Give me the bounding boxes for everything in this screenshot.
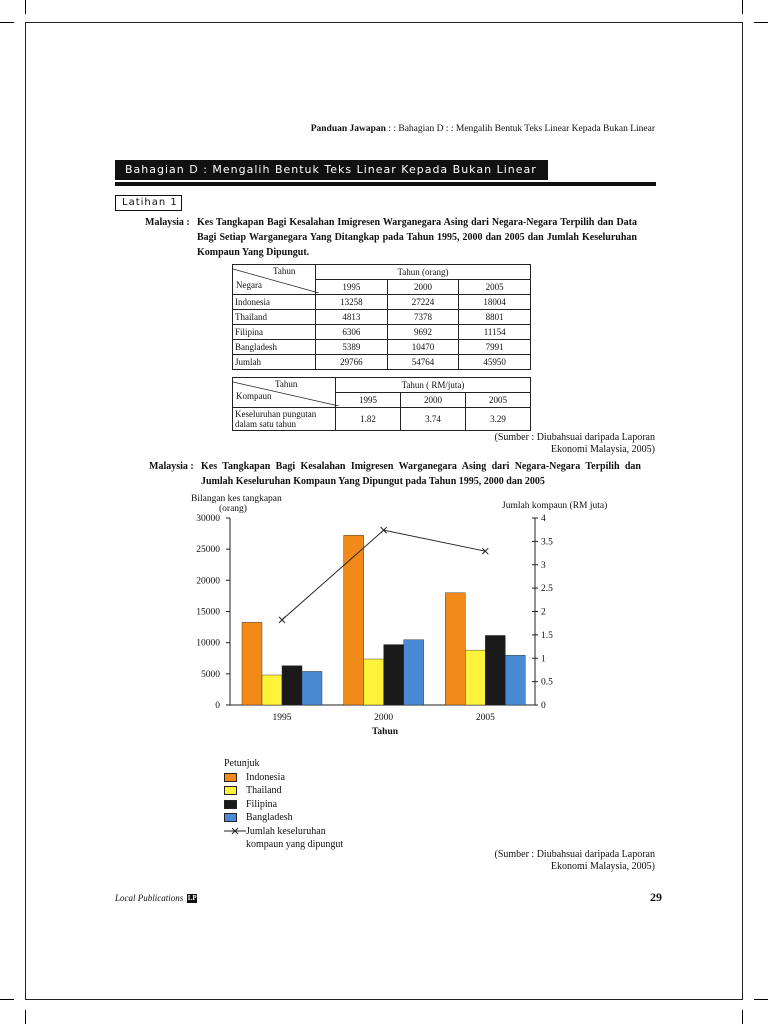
legend-swatch: [224, 800, 237, 809]
bar-bangladesh: [404, 640, 424, 705]
bar-indonesia: [242, 622, 262, 705]
x-tick-label: 2005: [475, 713, 495, 723]
running-header-rest: : : Bahagian D : : Mengalih Bentuk Teks Linear Kepada Bukan Linear: [388, 124, 655, 134]
caption-2: [149, 459, 644, 491]
crop-mark: [754, 22, 768, 23]
data-table-cases: [232, 264, 531, 370]
cell: 4813: [316, 310, 388, 325]
y-tick-label-right: 4: [541, 514, 546, 524]
legend-swatch: [224, 773, 237, 782]
y-tick-label-left: 25000: [196, 545, 220, 556]
legend-item: [224, 798, 424, 812]
table-1-corner-top: Tahun: [273, 266, 296, 276]
row-label: Jumlah: [233, 355, 316, 370]
cell: 10470: [387, 340, 459, 355]
table-1-corner-bottom: Negara: [236, 280, 262, 290]
table-2-corner-top: Tahun: [275, 379, 298, 389]
y-tick-label-right: 0: [541, 701, 546, 711]
y-tick-label-right: 1: [541, 654, 546, 665]
crop-mark: [0, 22, 14, 23]
y-tick-label-right: 3: [541, 560, 546, 571]
source-note-2: [494, 849, 655, 873]
source-note-line: Ekonomi Malaysia, 2005): [550, 444, 655, 455]
y-tick-label-left: 5000: [201, 669, 220, 680]
y-tick-label-left: 20000: [196, 576, 220, 587]
cell: 13258: [316, 295, 388, 310]
chart-legend: [224, 757, 424, 851]
row-label-line-1: Keseluruhan pungutan: [235, 409, 317, 419]
cell: 11154: [459, 325, 531, 340]
bar-thailand: [262, 675, 282, 705]
crop-mark: [0, 999, 14, 1000]
crop-mark: [742, 1010, 743, 1024]
cell: 29766: [316, 355, 388, 370]
bar-filipina: [384, 645, 404, 705]
table-1-group-header: Tahun (orang): [316, 265, 531, 280]
legend-label: Filipina: [246, 798, 278, 810]
line-point-kompaun: [279, 617, 285, 623]
bar-thailand: [465, 650, 485, 705]
crop-mark: [754, 999, 768, 1000]
running-header-bold: Panduan Jawapan: [310, 124, 386, 134]
caption-1: [145, 215, 640, 261]
bar-line-chart: [150, 490, 650, 755]
y-tick-label-right: 1.5: [541, 630, 553, 641]
line-marker-icon: [224, 826, 246, 836]
row-label: Filipina: [233, 325, 316, 340]
bar-filipina: [485, 635, 505, 705]
cell: 3.74: [401, 408, 466, 431]
table-row: [233, 295, 531, 310]
publisher-logo: LP: [187, 894, 197, 903]
table-2-corner-bottom: Kompaun: [236, 391, 272, 401]
y-axis-left-label-unit: (orang): [219, 504, 247, 514]
table-1-year: 2005: [459, 280, 531, 295]
table-1-corner: [233, 265, 316, 295]
legend-label: Bangladesh: [246, 812, 293, 823]
page-number: 29: [650, 890, 662, 904]
cell: 3.29: [466, 408, 531, 431]
cell: 54764: [387, 355, 459, 370]
legend-label: Indonesia: [246, 771, 285, 783]
section-title-bar: Bahagian D : Mengalih Bentuk Teks Linear Kepada Bukan Linear: [115, 160, 548, 180]
legend-items: [224, 771, 424, 825]
legend-swatch: [224, 813, 237, 822]
row-label: Indonesia: [233, 295, 316, 310]
table-2-year: 2005: [466, 393, 531, 408]
footer-publisher: [115, 893, 197, 903]
source-note-line: (Sumber : Diubahsuai daripada Laporan: [494, 432, 655, 443]
exercise-label: Latihan 1: [115, 195, 182, 211]
x-tick-label: 2000: [374, 713, 394, 723]
table-2-year: 1995: [336, 393, 401, 408]
cell: 7378: [387, 310, 459, 325]
section-underline: [115, 182, 656, 186]
caption-2-label: Malaysia :: [149, 461, 194, 472]
legend-label: Thailand: [246, 785, 282, 796]
y-tick-label-left: 0: [215, 701, 220, 711]
y-tick-label-right: 2.5: [541, 584, 553, 595]
table-row: [233, 355, 531, 370]
table-2-corner: [233, 378, 336, 408]
y-axis-right-label: Jumlah kompaun (RM juta): [502, 501, 608, 511]
bar-bangladesh: [302, 671, 322, 705]
x-tick-label: 1995: [272, 713, 292, 723]
legend-line-label: kompaun yang dipungut: [246, 838, 344, 850]
table-1-year: 1995: [316, 280, 388, 295]
y-tick-label-left: 10000: [196, 638, 220, 649]
crop-mark: [742, 0, 743, 14]
row-label: [233, 408, 336, 431]
cell: 9692: [387, 325, 459, 340]
bar-indonesia: [445, 593, 465, 705]
source-note-line: Ekonomi Malaysia, 2005): [550, 861, 655, 872]
cell: 1.82: [336, 408, 401, 431]
caption-1-text: Kes Tangkapan Bagi Kesalahan Imigresen Warganegara Asing dari Negara-Negara Terpilih dan Data Bagi Setiap Warganegara Yang Ditangkap pada Tahun 1995, 2000 dan 2005 dan Jumlah Keseluruhan Kompaun Yang Dipungut.: [197, 217, 637, 258]
table-row: [233, 340, 531, 355]
table-row: [233, 408, 531, 431]
cell: 5389: [316, 340, 388, 355]
y-tick-label-right: 0.5: [541, 677, 553, 688]
cell: 6306: [316, 325, 388, 340]
bar-filipina: [282, 666, 302, 705]
row-label: Thailand: [233, 310, 316, 325]
table-row: [233, 325, 531, 340]
publisher-name: Local Publications: [115, 893, 184, 903]
cell: 27224: [387, 295, 459, 310]
row-label-line-2: dalam satu tahun: [235, 419, 296, 429]
caption-1-label: Malaysia :: [145, 217, 190, 228]
y-axis-left-label: Bilangan kes tangkapan: [191, 494, 282, 504]
data-table-compound: [232, 377, 531, 431]
table-row: [233, 310, 531, 325]
x-axis-label: Tahun: [371, 727, 399, 737]
crop-mark: [25, 0, 26, 14]
cell: 45950: [459, 355, 531, 370]
legend-item: [224, 771, 424, 785]
row-label: Bangladesh: [233, 340, 316, 355]
running-header: [311, 124, 655, 134]
cell: 8801: [459, 310, 531, 325]
legend-swatch: [224, 786, 237, 795]
legend-item: [224, 784, 424, 798]
cell: 18004: [459, 295, 531, 310]
legend-title: Petunjuk: [224, 758, 260, 769]
y-tick-label-left: 15000: [196, 607, 220, 618]
y-tick-label-right: 2: [541, 607, 546, 618]
bar-thailand: [364, 659, 384, 705]
cell: 7991: [459, 340, 531, 355]
legend-item-line: [224, 825, 424, 851]
source-note-1: [494, 432, 655, 456]
source-note-line: (Sumber : Diubahsuai daripada Laporan: [494, 849, 655, 860]
table-2-group-header: Tahun ( RM/juta): [336, 378, 531, 393]
legend-line-label: Jumlah keseluruhan: [246, 825, 326, 837]
y-tick-label-right: 3.5: [541, 537, 553, 548]
bar-bangladesh: [505, 655, 525, 705]
y-tick-label-left: 30000: [196, 514, 220, 524]
crop-mark: [25, 1010, 26, 1024]
bar-indonesia: [344, 535, 364, 705]
legend-item: [224, 811, 424, 825]
caption-2-text: Kes Tangkapan Bagi Kesalahan Imigresen Warganegara Asing dari Negara-Negara Terpilih dan Jumlah Keseluruhan Kompaun Yang Dipungut pada Tahun 1995, 2000 dan 2005: [201, 461, 641, 487]
table-1-year: 2000: [387, 280, 459, 295]
table-2-year: 2000: [401, 393, 466, 408]
